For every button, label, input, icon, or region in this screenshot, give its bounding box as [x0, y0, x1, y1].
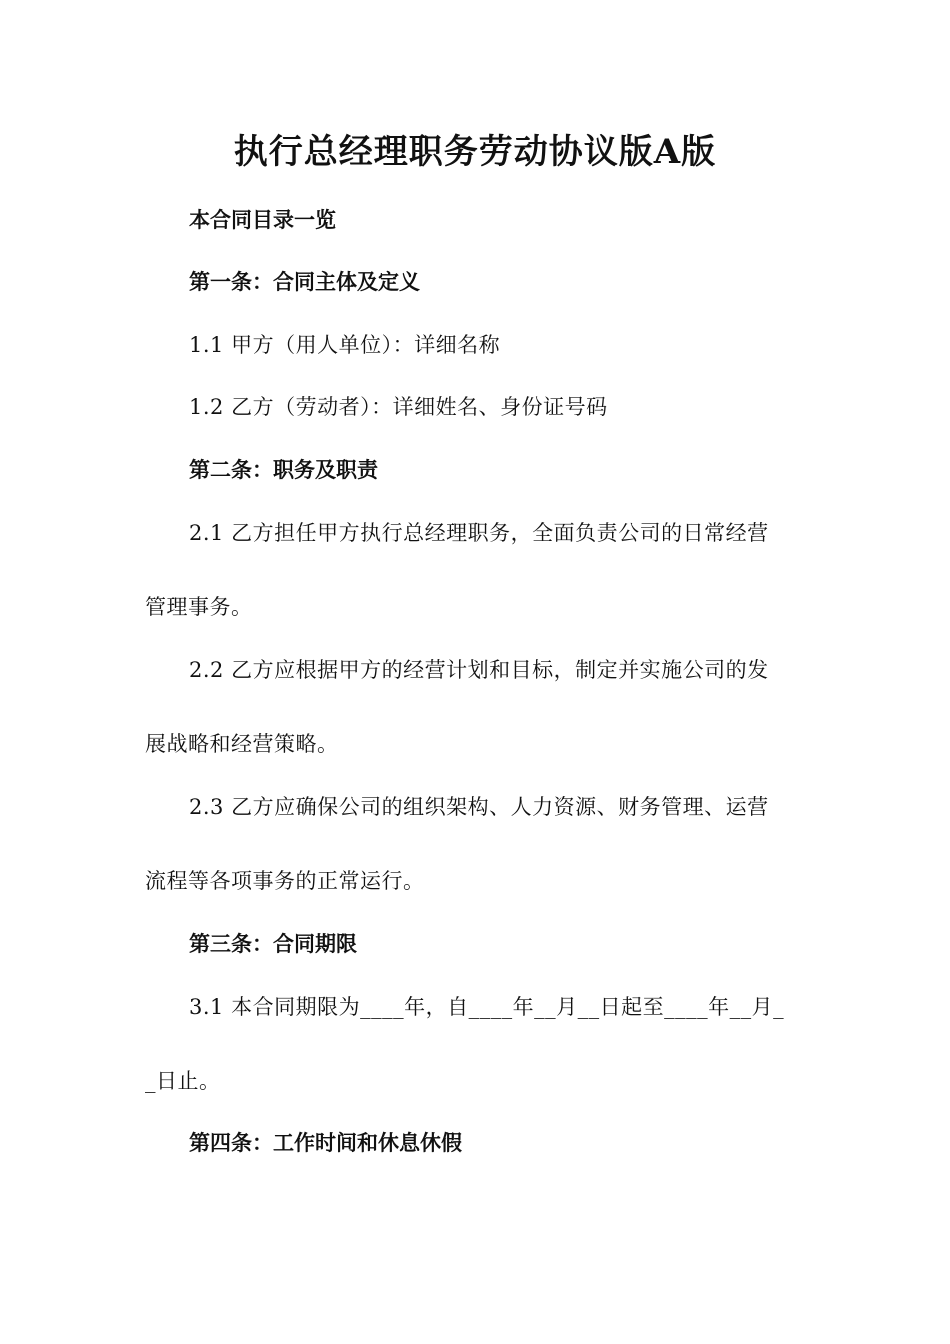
clause-2-2: 2.2 乙方应根据甲方的经营计划和目标，制定并实施公司的发	[189, 658, 769, 682]
article-2-heading: 第二条：职务及职责	[189, 458, 378, 482]
article-1-heading: 第一条：合同主体及定义	[189, 270, 420, 294]
clause-3-1: 3.1 本合同期限为____年，自____年__月__日起至____年__月_	[189, 995, 785, 1019]
clause-2-3-cont: 流程等各项事务的正常运行。	[145, 869, 425, 893]
clause-2-1: 2.1 乙方担任甲方执行总经理职务，全面负责公司的日常经营	[189, 521, 769, 545]
article-3-heading: 第三条：合同期限	[189, 932, 357, 956]
document-title: 执行总经理职务劳动协议版A版	[233, 132, 717, 172]
clause-1-1: 1.1 甲方（用人单位）：详细名称	[189, 333, 501, 357]
clause-1-2: 1.2 乙方（劳动者）：详细姓名、身份证号码	[189, 395, 608, 419]
article-4-heading: 第四条：工作时间和休息休假	[189, 1131, 462, 1155]
clause-2-1-cont: 管理事务。	[145, 595, 253, 619]
clause-2-3: 2.3 乙方应确保公司的组织架构、人力资源、财务管理、运营	[189, 795, 769, 819]
clause-3-1-cont: _日止。	[145, 1069, 221, 1093]
clause-2-2-cont: 展战略和经营策略。	[145, 732, 339, 756]
toc-heading: 本合同目录一览	[189, 208, 336, 232]
